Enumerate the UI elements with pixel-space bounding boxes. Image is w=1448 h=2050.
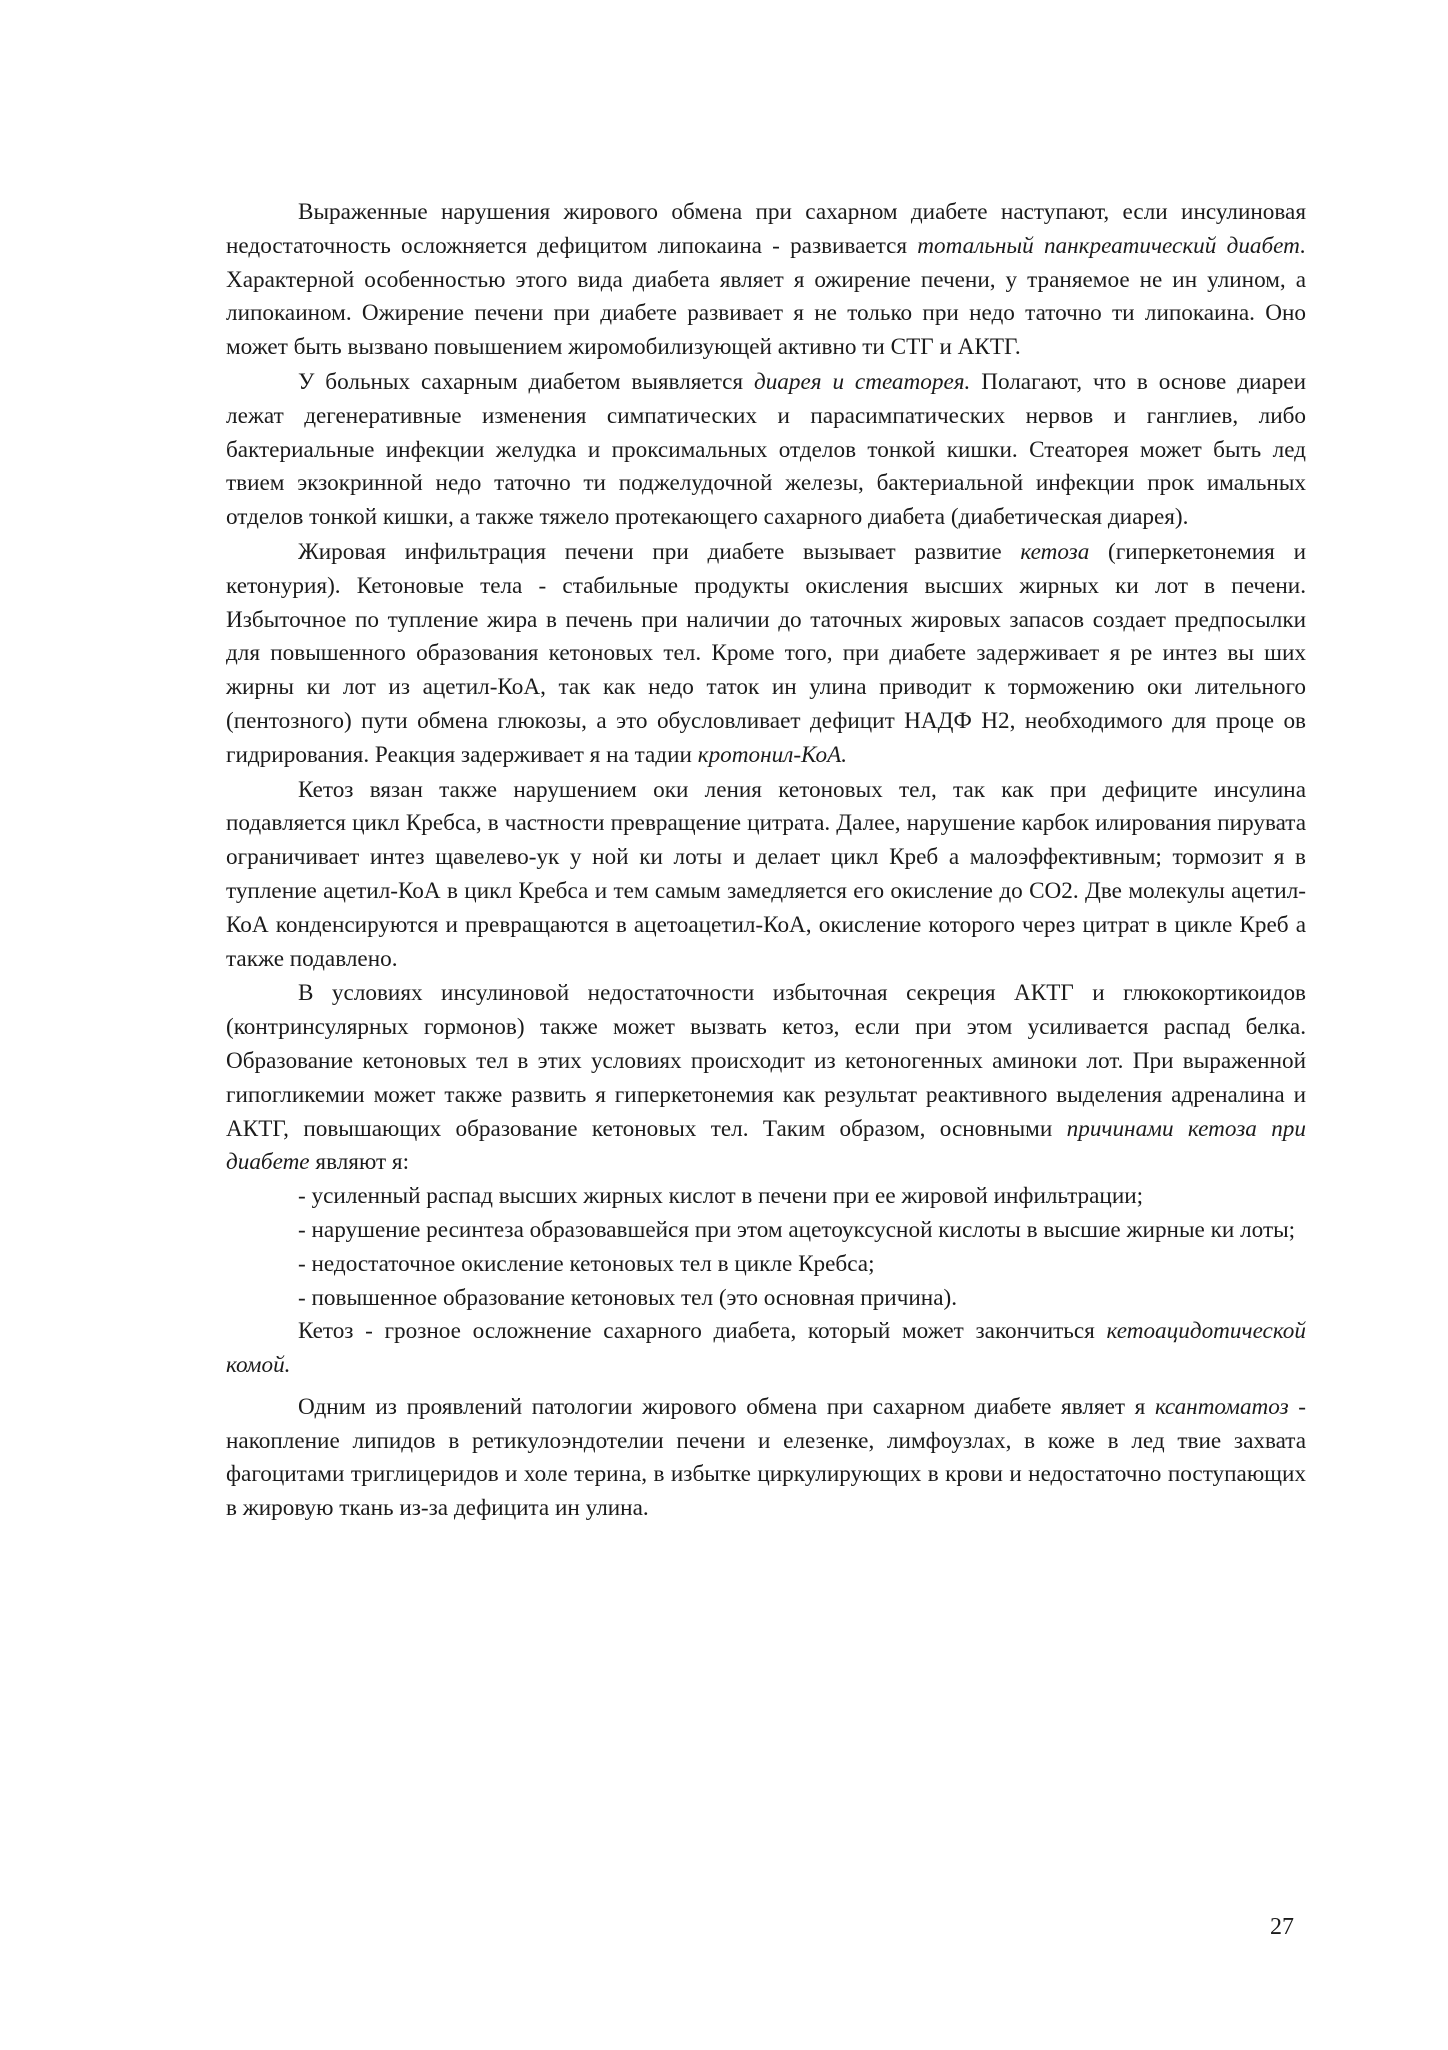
- paragraph-7-text-1: Одним из проявлений патологии жирового обмена при сахарном диабете являет я: [298, 1393, 1155, 1420]
- list-item-3: - недостаточное окисление кетоновых тел в цикле Кребса;: [298, 1250, 875, 1277]
- paragraph-4: [226, 774, 1306, 977]
- paragraph-2-text-2: Полагают, что в основе диареи лежат дегенеративные изменения симпатических и парасимпатических нервов и ганглиев, либо бактериальные инфекции желудка и проксимальных отделов тонкой кишки. Стеаторея может быть лед твием экзокринной недо таточно ти поджелудочной железы, бактериальной инфекции прок имальных отделов тонкой кишки, а также тяжело протекающего сахарного диабета (диабетическая диарея).: [226, 368, 1306, 531]
- paragraph-1-text-2: Характерной особенностью этого вида диабета являет я ожирение печени, у траняемое не ин улином, а липокаином. Ожирение печени при диабете развивает я не только при недо таточно ти липокаина. Оно может быть вызвано повышением жиромобилизующей активно ти СТГ и АКТГ.: [226, 266, 1306, 361]
- paragraph-2-italic-term: диарея и стеаторея.: [753, 368, 971, 395]
- paragraph-7: [226, 1391, 1306, 1526]
- paragraph-2-text-1: У больных сахарным диабетом выявляется: [298, 368, 754, 395]
- body-text: [226, 196, 1306, 1526]
- paragraph-3-text-1: Жировая инфильтрация печени при диабете вызывает развитие: [298, 538, 1021, 565]
- paragraph-1-italic-term: тотальный панкреатический диабет.: [917, 232, 1306, 259]
- paragraph-3-italic-term-2: кротонил-КоА.: [697, 741, 848, 768]
- paragraph-7-italic-term: ксантоматоз: [1154, 1393, 1289, 1420]
- paragraph-6-text-1: Кетоз - грозное осложнение сахарного диабета, который может закончиться: [298, 1318, 1107, 1345]
- paragraph-3-text-2: (гиперкетонемия и кетонурия). Кетоновые тела - стабильные продукты окисления высших жирных ки лот в печени. Избыточное по тупление жира в печень при наличии до таточных жировых запасов создает предпосылки для повышенного образования кетоновых тел. Кроме того, при диабете задерживает я ре интез вы ших жирны ки лот из ацетил-КоА, так как недо таток ин улина приводит к торможению оки лительного (пентозного) пути обмена глюкозы, а это обусловливает дефицит НАДФ Н2, необходимого для проце ов гидрирования. Реакция задерживает я на тадии: [226, 538, 1306, 768]
- list-item-2: - нарушение ресинтеза образовавшейся при этом ацетоуксусной кислоты в высшие жирные ки лоты;: [298, 1216, 1296, 1243]
- page-number: 27: [1270, 1914, 1294, 1940]
- paragraph-5-text-1: В условиях инсулиновой недостаточности избыточная секреция АКТГ и глюкокортикоидов (контринсулярных гормонов) также может вызвать кетоз, если при этом усиливается распад белка. Образование кетоновых тел в этих условиях происходит из кетоногенных аминоки лот. При выраженной гипогликемии может также развить я гиперкетонемия как результат реактивного выделения адреналина и АКТГ, повышающих образование кетоновых тел. Таким образом, основными: [226, 980, 1306, 1142]
- paragraph-3-italic-term: кетоза: [1020, 538, 1090, 565]
- paragraph-6-italic-term: кетоацидотической комой.: [226, 1318, 1306, 1379]
- paragraph-1-text-1: Выраженные нарушения жирового обмена при сахарном диабете наступают, если инсулиновая недостаточность осложняется дефицитом липокаина - развивается: [226, 199, 1306, 259]
- paragraph-1: [226, 196, 1306, 365]
- list-item-4: - повышенное образование кетоновых тел (это основная причина).: [298, 1284, 957, 1311]
- paragraph-3: [226, 536, 1306, 773]
- paragraph-6: [226, 1315, 1306, 1383]
- paragraph-4-text-1: Кетоз вязан также нарушением оки ления кетоновых тел, так как при дефиците инсулина подавляется цикл Кребса, в частности превращение цитрата. Далее, нарушение карбок илирования пирувата ограничивает интез щавелево-ук у ной ки лоты и делает цикл Креб а малоэффективным; тормозит я в тупление ацетил-КоА в цикл Кребса и тем самым замедляется его окисление до СО2. Две молекулы ацетил-КоА конденсируются и превращаются в ацетоацетил-КоА, окисление которого через цитрат в цикле Креб а также подавлено.: [226, 776, 1306, 972]
- paragraph-5: [226, 977, 1306, 1180]
- paragraph-2: [226, 366, 1306, 535]
- paragraph-7-text-2: - накопление липидов в ретикулоэндотелии печени и елезенке, лимфоузлах, в коже в лед твие захвата фагоцитами триглицеридов и холе терина, в избытке циркулирующих в крови и недостаточно поступающих в жировую ткань из-за дефицита ин улина.: [226, 1393, 1306, 1522]
- paragraph-5-italic-term: причинами кетоза при диабете: [226, 1115, 1306, 1176]
- list-item-1: - усиленный распад высших жирных кислот в печени при ее жировой инфильтрации;: [298, 1183, 1144, 1210]
- paragraph-5-text-2: являют я:: [309, 1149, 410, 1176]
